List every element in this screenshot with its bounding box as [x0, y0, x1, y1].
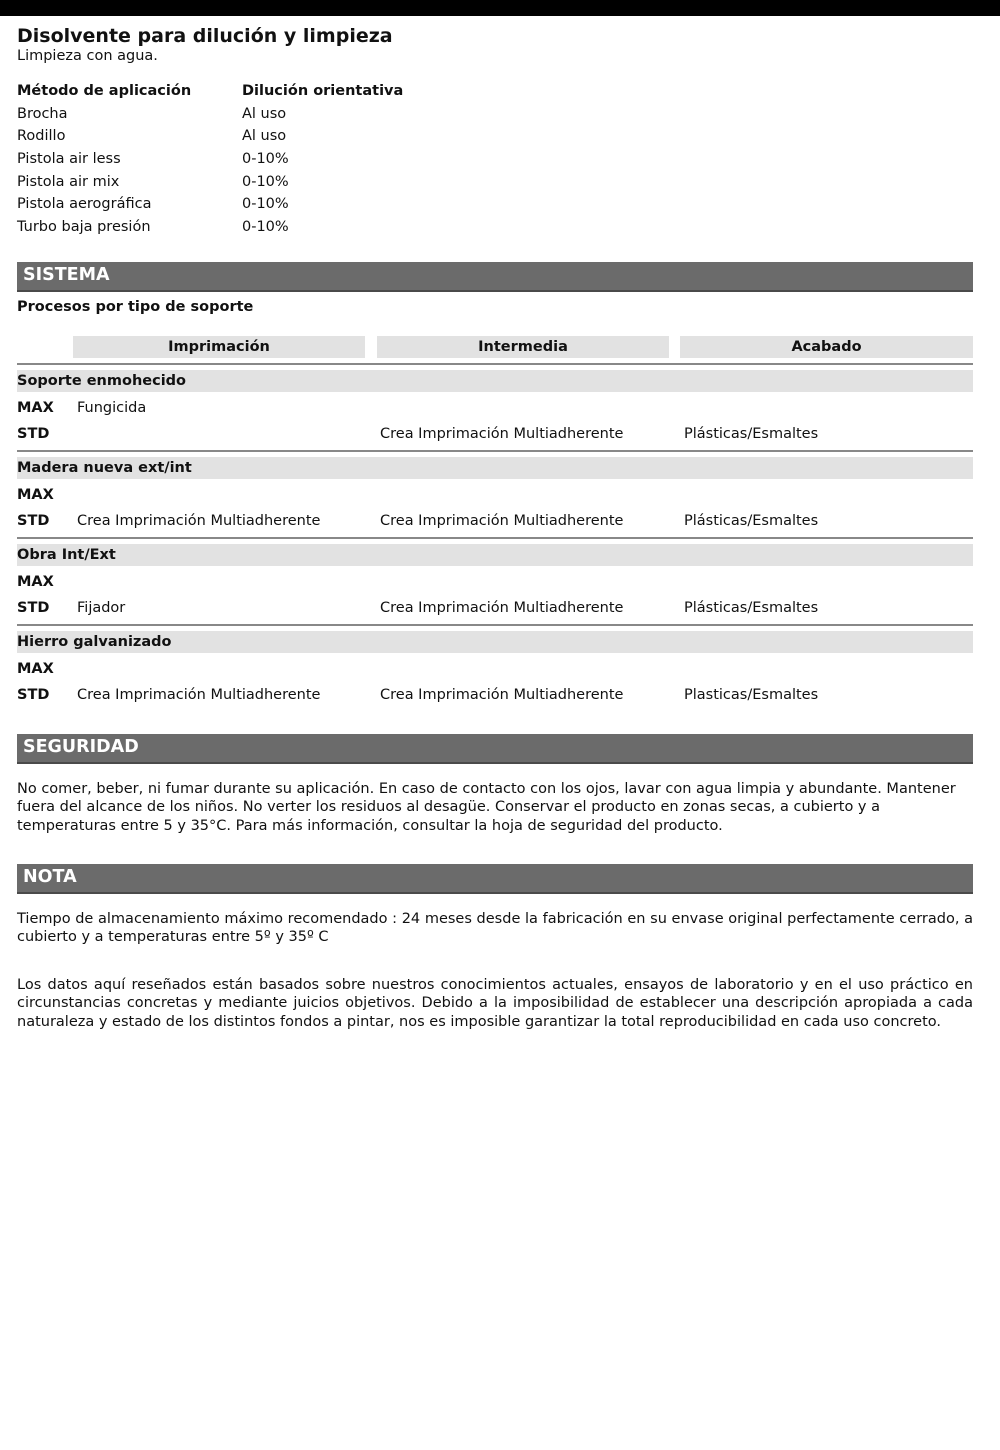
sistema-subtitle: Procesos por tipo de soporte — [17, 299, 254, 316]
method-cell: Pistola air less — [17, 151, 121, 168]
column-header-imprimacion: Imprimación — [73, 336, 365, 358]
table-row — [17, 125, 447, 148]
table-row — [17, 656, 973, 682]
table-row — [17, 170, 447, 193]
column-header-intermedia: Intermedia — [377, 336, 669, 358]
divider — [17, 537, 973, 539]
method-cell: Turbo baja presión — [17, 218, 151, 235]
dilution-cell: 0-10% — [242, 151, 289, 168]
dilution-subtitle: Limpieza con agua. — [17, 48, 158, 64]
process-group — [17, 631, 973, 707]
application-table-header — [17, 80, 447, 103]
header-method: Método de aplicación — [17, 83, 192, 100]
group-heading: Hierro galvanizado — [17, 631, 973, 653]
row-label: STD — [17, 599, 50, 616]
storage-note: Tiempo de almacenamiento máximo recomendado : 24 meses desde la fabricación en su envase original perfectamente cerrado, a cubierto y a temperaturas entre 5º y 35º C — [17, 910, 973, 945]
table-row — [17, 148, 447, 171]
acabado-cell: Plásticas/Esmaltes — [684, 599, 819, 616]
top-black-bar — [0, 0, 1000, 16]
group-heading: Madera nueva ext/int — [17, 457, 973, 479]
intermedia-cell: Crea Imprimación Multiadherente — [380, 425, 624, 442]
process-column-headers — [17, 336, 973, 358]
section-header-nota: NOTA — [17, 864, 973, 894]
row-label: MAX — [17, 487, 54, 504]
method-cell: Brocha — [17, 105, 68, 122]
header-dilution: Dilución orientativa — [242, 83, 404, 100]
intermedia-cell: Crea Imprimación Multiadherente — [380, 512, 624, 529]
section-header-seguridad: SEGURIDAD — [17, 734, 973, 764]
divider — [17, 363, 973, 365]
row-label: MAX — [17, 574, 54, 591]
row-label: STD — [17, 512, 50, 529]
section-header-sistema: SISTEMA — [17, 262, 973, 292]
acabado-cell: Plásticas/Esmaltes — [684, 425, 819, 442]
disclaimer-text: Los datos aquí reseñados están basados sobre nuestros conocimientos actuales, ensayos de laboratorio y en el uso práctico en circunstancias concretas y mediante juicios objetivos. Debido a la imposibilidad de establecer una descripción apropiada a cada naturaleza y estado de los distintos fondos a pintar, nos es imposible garantizar la total reproducibilidad en cada uso concreto. — [17, 977, 973, 1030]
process-group — [17, 457, 973, 533]
table-row — [17, 508, 973, 534]
application-table — [17, 80, 447, 238]
process-group — [17, 370, 973, 446]
dilution-cell: 0-10% — [242, 218, 289, 235]
dilution-cell: Al uso — [242, 128, 287, 145]
table-row — [17, 482, 973, 508]
method-cell: Rodillo — [17, 128, 66, 145]
document-page — [17, 16, 973, 1031]
table-row — [17, 103, 447, 126]
dilution-cell: Al uso — [242, 105, 287, 122]
dilution-title: Disolvente para dilución y limpieza — [17, 25, 393, 47]
column-header-acabado: Acabado — [680, 336, 973, 358]
intermedia-cell: Crea Imprimación Multiadherente — [380, 686, 624, 703]
dilution-cell: 0-10% — [242, 196, 289, 213]
table-row — [17, 682, 973, 708]
method-cell: Pistola air mix — [17, 173, 120, 190]
imprimacion-cell: Crea Imprimación Multiadherente — [77, 686, 321, 703]
imprimacion-cell: Crea Imprimación Multiadherente — [77, 512, 321, 529]
table-row — [17, 595, 973, 621]
safety-text: No comer, beber, ni fumar durante su aplicación. En caso de contacto con los ojos, lavar con agua limpia y abundante. Mantener fuera del alcance de los niños. No verter los residuos al desagüe. Conservar el producto en zonas secas, a cubierto y a temperaturas entre 5 y 35°C. Para más información, consultar la hoja de seguridad del producto. — [17, 781, 956, 834]
row-label: STD — [17, 686, 50, 703]
table-row — [17, 421, 973, 447]
table-row — [17, 569, 973, 595]
table-row — [17, 395, 973, 421]
imprimacion-cell: Fijador — [77, 599, 126, 616]
divider — [17, 624, 973, 626]
divider — [17, 450, 973, 452]
group-heading: Obra Int/Ext — [17, 544, 973, 566]
acabado-cell: Plasticas/Esmaltes — [684, 686, 819, 703]
table-row — [17, 216, 447, 239]
row-label: MAX — [17, 400, 54, 417]
method-cell: Pistola aerográfica — [17, 196, 152, 213]
process-group — [17, 544, 973, 620]
row-label: STD — [17, 425, 50, 442]
acabado-cell: Plásticas/Esmaltes — [684, 512, 819, 529]
dilution-cell: 0-10% — [242, 173, 289, 190]
imprimacion-cell: Fungicida — [77, 400, 147, 417]
row-label: MAX — [17, 661, 54, 678]
group-heading: Soporte enmohecido — [17, 370, 973, 392]
intermedia-cell: Crea Imprimación Multiadherente — [380, 599, 624, 616]
table-row — [17, 193, 447, 216]
